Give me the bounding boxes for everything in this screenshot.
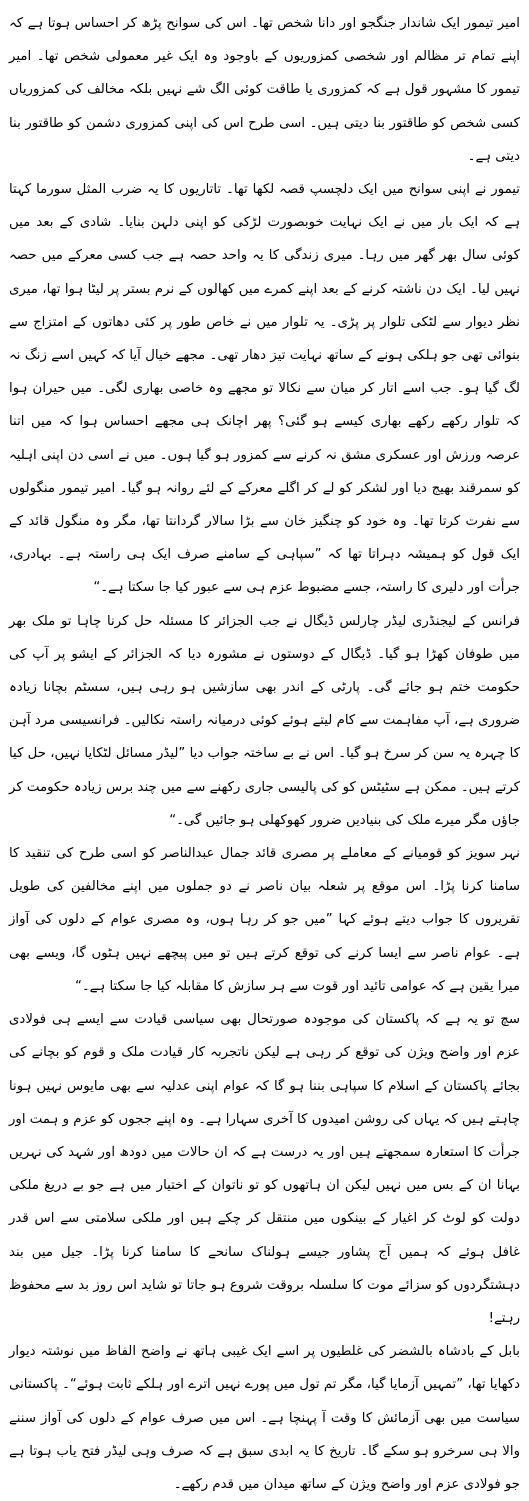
paragraph-pakistan-leadership: سچ تو یہ ہے کہ پاکستان کی موجودہ صورتحال بھی سیاسی قیادت سے ایسے ہی فولادی عزم اور واضح ویژن کی توقع کر رہی ہے لیکن ناتجربہ کار قیادت ملک و قوم کو بچانے کی بجائے پاکستان کے اسلام کا سپاہی بننا ہو گا کہ عوام اپنی عدلیہ سے بھی مایوس نہیں ہونا چاہتے ہیں کہ یہاں کی روشن امیدوں کا آخری سہارا ہے۔ وہ اپنے ججوں کو عزم و ہمت اور جرأت کا استعارہ سمجھتے ہیں اور یہ درست ہے کہ ان حالات میں دودھ اور شہد کی نہریں بہانا ان کے بس میں نہیں لیکن ان ہاتھوں کو تو ناتوان کے اختیار میں ہے جو بے دریغ ملکی دولت کو لوٹ کر اغیار کے بینکوں میں منتقل کر چکے ہیں اور ملکی سلامتی سے اس قدر غافل ہوئے کہ ہمیں آج پشاور جیسے ہولناک سانحے کا سامنا کرنا پڑا۔ جیل میں بند دہشتگردوں کو سزائے موت کا سلسلہ بروقت شروع ہو جاتا تو شاید اس روز بد سے محفوظ رہتے! [9,1012,520,1326]
paragraph-timur-strength: امیر تیمور ایک شاندار جنگجو اور دانا شخص تھا۔ اس کی سوانح پڑھ کر احساس ہوتا ہے کہ اپنے تمام تر مظالم اور شخصی کمزوریوں کے باوجود وہ ایک غیر معمولی شخص تھا۔ امیر تیمور کا مشہور قول ہے کہ کمزوری یا طاقت کوئی الگ شے نہیں بلکہ مخالف کی کمزوریاں کسی شخص کو طاقتور بنا دیتی ہیں۔ اسی طرح اس کی اپنی کمزوری دشمن کو طاقتور بنا دیتی ہے۔ [9,16,520,164]
paragraph-de-gaulle: فرانس کے لیجنڈری لیڈر چارلس ڈیگال نے جب الجزائر کا مسئلہ حل کرنا چاہا تو ملک بھر میں طوفان کھڑا ہو گیا۔ ڈیگال کے دوستوں نے مشورہ دیا کہ الجزائر کے ایشو پر آپ کی حکومت ختم ہو جائے گی۔ پارٹی کے اندر بھی سازشیں ہو رہی ہیں، سسٹم بچانا زیادہ ضروری ہے، آپ مفاہمت سے کام لیتے ہوئے کوئی درمیانہ راستہ نکالیں۔ فرانسیسی مرد آہن کا چہرہ یہ سن کر سرخ ہو گیا۔ اس نے بے ساختہ جواب دیا ”لیڈر مسائل لٹکایا نہیں، حل کیا کرتے ہیں۔ ممکن ہے سٹیٹس کو کی پالیسی جاری رکھنے سے میں چند برس زیادہ حکومت کر جاؤں مگر میرے ملک کی بنیادیں ضرور کھوکھلی ہو جائیں گی۔“ [9,613,520,828]
paragraph-nasser: نہر سویز کو قومیانے کے معاملے پر مصری قائد جمال عبدالناصر کو اسی طرح کی تنقید کا سامنا کرنا پڑا۔ اس موقع پر شعلہ بیان ناصر نے دو جملوں میں اپنے مخالفین کی طویل تقریروں کا جواب دیتے ہوئے کہا ”میں جو کر رہا ہوں، وہ مصری عوام کے دلوں کی آواز ہے۔ عوام ناصر سے ایسا کرنے کی توقع کرتے ہیں تو میں پیچھے نہیں ہٹوں گا، ویسے بھی میرا یقین ہے کہ عوامی تائید اور قوت سے ہر سازش کا مقابلہ کیا جا سکتا ہے۔“ [9,846,520,994]
paragraph-timur-sword-story: تیمور نے اپنی سوانح میں ایک دلچسپ قصہ لکھا تھا۔ تاتاریوں کا یہ ضرب المثل سورما کہتا ہے کہ ایک بار میں نے ایک نہایت خوبصورت لڑکی کو اپنی دلہن بنایا۔ شادی کے بعد میں کوئی سال بھر گھر میں رہا۔ میری زندگی کا یہ واحد حصہ ہے جب کسی معرکے میں حصہ نہیں لیا۔ ایک دن ناشتہ کرنے کے بعد اپنے کمرے میں کھالوں کے نرم بستر پر لیٹا ہوا تھا، میری نظر دیوار سے لٹکی تلوار پر پڑی۔ یہ تلوار میں نے خاص طور پر کئی دھاتوں کے امتزاج سے بنوائی تھی جو ہلکی ہونے کے ساتھ نہایت تیز دھار تھی۔ مجھے خیال آیا کہ کہیں اسے زنگ نہ لگ گیا ہو۔ جب اسے اتار کر میان سے نکالا تو مجھے وہ خاصی بھاری لگی۔ میں حیران ہوا کہ تلوار رکھے رکھے بھاری کیسے ہو گئی؟ پھر اچانک ہی مجھے احساس ہوا کہ میں اتنا عرصہ ورزش اور عسکری مشق نہ کرنے سے کمزور ہو گیا ہوں۔ میں نے اسی دن اپنی اہلیہ کو سمرقند بھیج دیا اور لشکر کو لے کر اگلے معرکے کے لئے روانہ ہو گیا۔ امیر تیمور منگولوں سے نفرت کرتا تھا۔ وہ خود کو چنگیز خان سے بڑا سالار گردانتا تھا، مگر وہ منگول قائد کے ایک قول کو ہمیشہ دہراتا تھا کہ ”سپاہی کے سامنے صرف ایک ہی راستہ ہے۔ بہادری، جرأت اور دلیری کا راستہ، جسے مضبوط عزم ہی سے عبور کیا جا سکتا ہے۔“ [9,182,520,596]
paragraph-babylon-lesson: بابل کے بادشاہ بالشضر کی غلطیوں پر اسے ایک غیبی ہاتھ نے واضح الفاظ میں نوشتہ دیوار دکھایا تھا، ”تمہیں آزمایا گیا، مگر تم تول میں پورے نہیں اترے اور ہلکے ثابت ہوئے“۔ پاکستانی سیاست میں بھی آزمائش کا وقت آ پہنچا ہے۔ اس میں صرف عوام کے دلوں کی آواز سننے والا ہی سرخرو ہو سکے گا۔ تاریخ کا یہ ابدی سبق ہے کہ صرف وہی لیڈر فتح یاب ہوتا ہے جو فولادی عزم اور واضح ویژن کے ساتھ میدان میں قدم رکھے۔ [9,1344,520,1492]
